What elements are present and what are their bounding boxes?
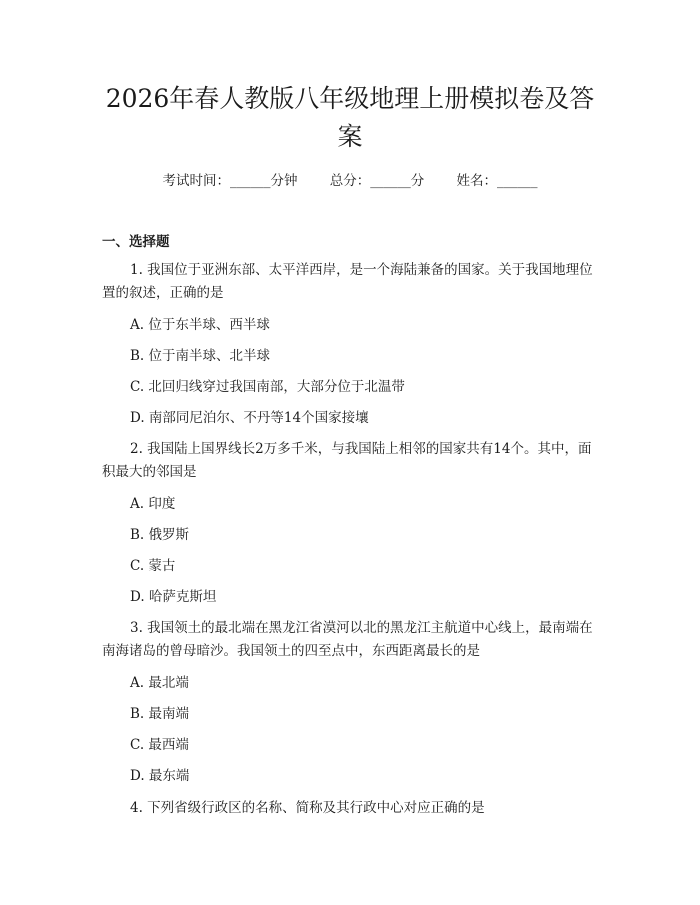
name-field: 姓名：______ — [456, 173, 538, 189]
option-item: A. 最北端 — [130, 675, 189, 691]
option-item: B. 位于南半球、北半球 — [130, 348, 271, 364]
question-text: 4. 下列省级行政区的名称、简称及其行政中心对应正确的是 — [130, 800, 485, 816]
option-item: D. 最东端 — [130, 768, 190, 784]
question-text: 2. 我国陆上国界线长2万多千米，与我国陆上相邻的国家共有14个。其中，面积最大的邻国是 — [102, 441, 592, 480]
total-score-field: 总分：______分 — [329, 173, 425, 189]
option-item: D. 南部同尼泊尔、不丹等14个国家接壤 — [130, 410, 369, 426]
question-text: 1. 我国位于亚洲东部、太平洋西岸，是一个海陆兼备的国家。关于我国地理位置的叙述，正确的是 — [102, 262, 593, 301]
option-item: B. 俄罗斯 — [130, 527, 190, 543]
exam-time-field: 考试时间：______分钟 — [162, 173, 298, 189]
option-item: C. 蒙古 — [130, 558, 176, 574]
option-item: C. 北回归线穿过我国南部，大部分位于北温带 — [130, 379, 405, 395]
option-item: A. 印度 — [130, 496, 176, 512]
exam-title: 2026年春人教版八年级地理上册模拟卷及答案 — [105, 84, 595, 151]
option-item: C. 最西端 — [130, 737, 189, 753]
exam-meta — [0, 169, 700, 189]
option-item: D. 哈萨克斯坦 — [130, 589, 217, 605]
question-text: 3. 我国领土的最北端在黑龙江省漠河以北的黑龙江主航道中心线上，最南端在南海诸岛的曾母暗沙。我国领土的四至点中，东西距离最长的是 — [102, 620, 593, 659]
option-item: A. 位于东半球、西半球 — [130, 317, 270, 333]
option-item: B. 最南端 — [130, 706, 190, 722]
section-heading: 一、选择题 — [102, 234, 170, 250]
